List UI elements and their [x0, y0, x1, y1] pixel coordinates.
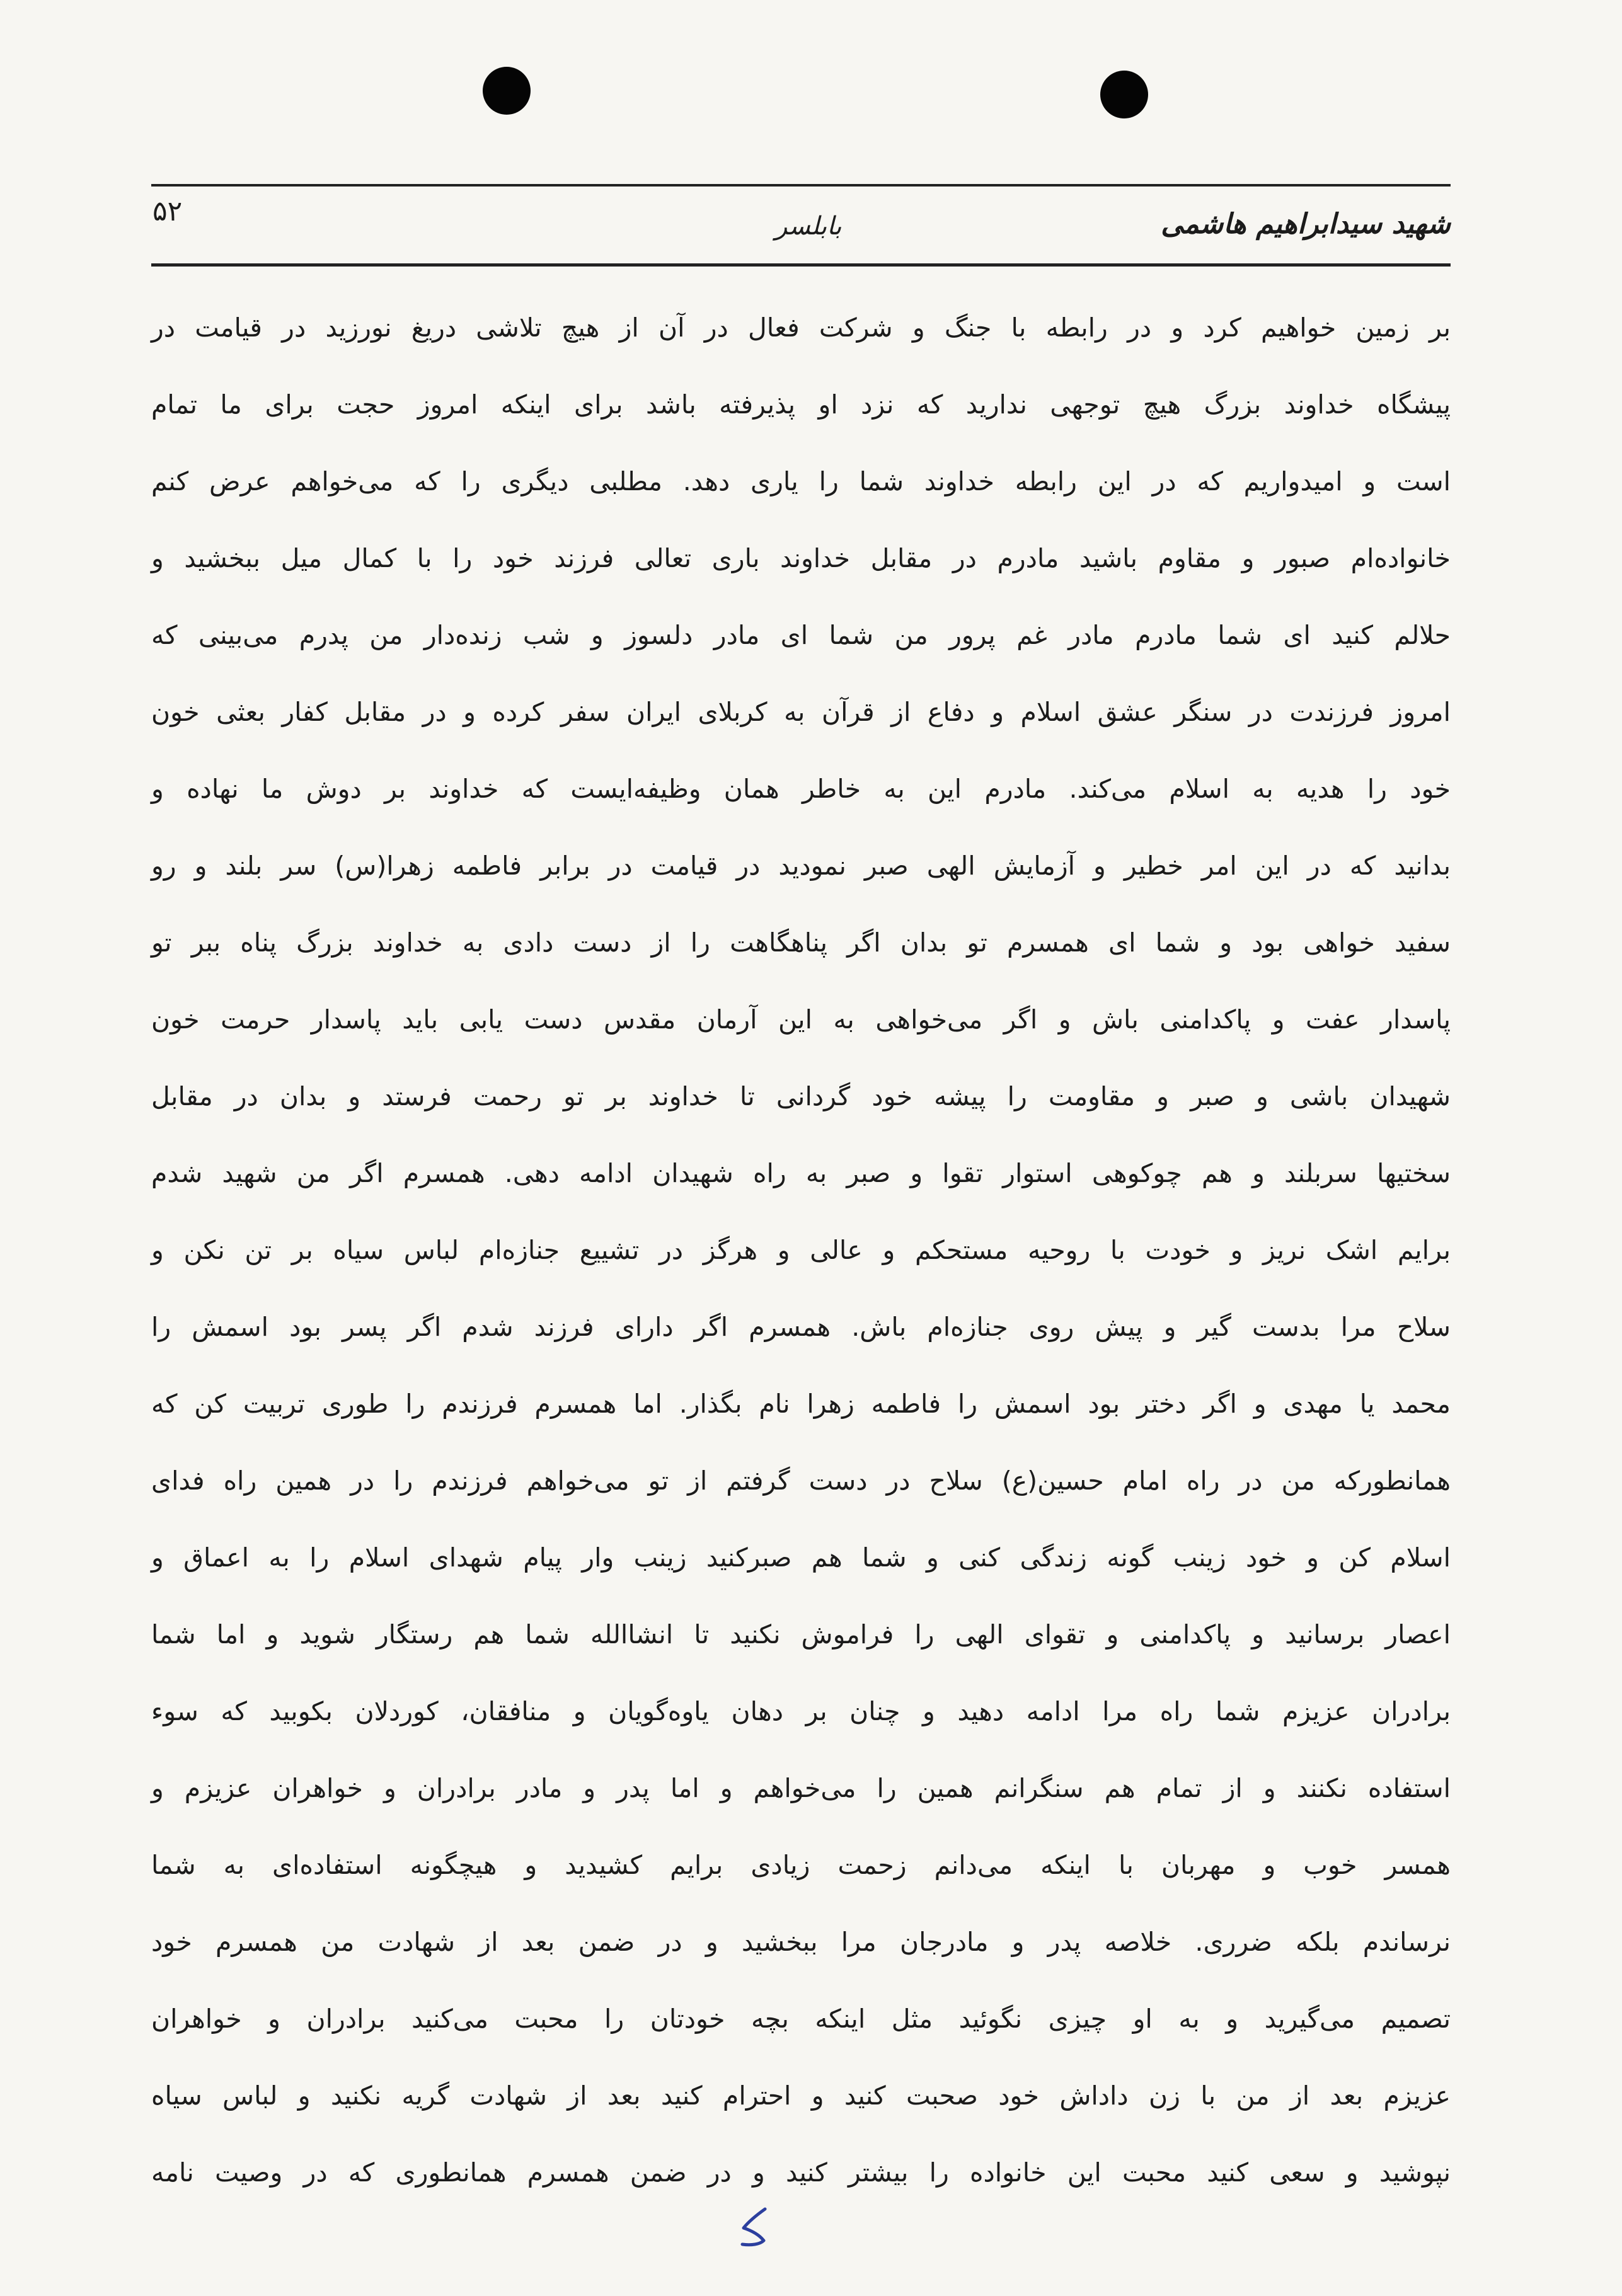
body-line: شهیدان باشی و صبر و مقاومت را پیشه خود گردانی تا خداوند بر تو رحمت فرستد و بدان در مقابل [151, 1081, 1451, 1111]
body-line: نرساندم بلکه ضرری. خلاصه پدر و مادرجان مرا ببخشید و در ضمن بعد از شهادت من همسرم خود [151, 1927, 1451, 1957]
body-line: سختیها سربلند و هم چوکوهی استوار تقوا و صبر به راه شهیدان ادامه دهی. همسرم اگر من شهید شدم [151, 1158, 1451, 1188]
page-number: ۵۲ [152, 195, 183, 227]
punch-hole-left [483, 67, 531, 115]
body-line: تصمیم می‌گیرید و به او چیزی نگوئید مثل اینکه بچه خودتان را محبت می‌کنید برادران و خواهران [151, 2004, 1451, 2034]
body-line: خانواده‌ام صبور و مقاوم باشید مادرم در مقابل خداوند باری تعالی فرزند خود را با کمال میل ببخشید و [151, 543, 1451, 573]
header-bottom-rule [151, 263, 1451, 267]
body-line: برادران عزیزم شما راه مرا ادامه دهید و چنان بر دهان یاوه‌گویان و منافقان، کوردلان بکوبید که سوء [151, 1696, 1451, 1726]
header-title: شهید سیدابراهیم هاشمی [1161, 208, 1451, 240]
body-text [151, 302, 1451, 2224]
body-line: خود را هدیه به اسلام می‌کند. مادرم این به خاطر همان وظیفه‌ایست که خداوند بر دوش ما نهاده و [151, 774, 1451, 804]
handwritten-mark [737, 2205, 775, 2249]
body-line: استفاده نکنند و از تمام هم سنگرانم همین را می‌خواهم و اما پدر و مادر برادران و خواهران عزیزم و [151, 1773, 1451, 1803]
body-line: پاسدار عفت و پاکدامنی باش و اگر می‌خواهی به این آرمان مقدس دست یابی باید پاسدار حرمت خون [151, 1004, 1451, 1035]
body-line: پیشگاه خداوند بزرگ هیچ توجهی ندارید که نزد او پذیرفته باشد برای اینکه امروز حجت برای ما تمام [151, 389, 1451, 420]
body-line: امروز فرزندت در سنگر عشق اسلام و دفاع از قرآن به کربلای ایران سفر کرده و در مقابل کفار بعثی خون [151, 697, 1451, 727]
body-line: است و امیدواریم که در این رابطه خداوند شما را یاری دهد. مطلبی دیگری را که می‌خواهم عرض کنم [151, 466, 1451, 497]
body-line: سفید خواهی بود و شما ای همسرم تو بدان اگر پناهگاهت را از دست دادی به خداوند بزرگ پناه ببر تو [151, 927, 1451, 958]
punch-hole-right [1100, 71, 1148, 118]
body-line: نپوشید و سعی کنید محبت این خانواده را بیشتر کنید و در ضمن همسرم همانطوری که در وصیت نامه [151, 2157, 1451, 2188]
page-header [151, 187, 1451, 263]
body-line: همانطورکه من در راه امام حسین(ع) سلاح در دست گرفتم از تو می‌خواهم فرزندم را در همین راه فدای [151, 1466, 1451, 1496]
body-line: سلاح مرا بدست گیر و پیش روی جنازه‌ام باش. همسرم اگر دارای فرزند شدم اگر پسر بود اسمش را [151, 1312, 1451, 1342]
body-line: بر زمین خواهیم کرد و در رابطه با جنگ و شرکت فعال در آن از هیچ تلاشی دریغ نورزید در قیامت در [151, 313, 1451, 343]
body-line: همسر خوب و مهربان با اینکه می‌دانم زحمت زیادی برایم کشیدید و هیچگونه استفاده‌ای به شما [151, 1850, 1451, 1880]
body-line: محمد یا مهدی و اگر دختر بود اسمش را فاطمه زهرا نام بگذار. اما همسرم فرزندم را طوری تربیت کن که [151, 1389, 1451, 1419]
body-line: اسلام کن و خود زینب گونه زندگی کنی و شما هم صبرکنید زینب وار پیام شهدای اسلام را به اعماق و [151, 1542, 1451, 1573]
body-line: برایم اشک نریز و خودت با روحیه مستحکم و عالی و هرگز در تشییع جنازه‌ام لباس سیاه بر تن نکن و [151, 1235, 1451, 1265]
body-line: حلالم کنید ای شما مادرم مادر غم پرور من شما ای مادر دلسوز و شب زنده‌دار من پدرم می‌بینی که [151, 620, 1451, 650]
body-line: عزیزم بعد از من با زن داداش خود صحبت کنید و احترام کنید بعد از شهادت گریه نکنید و لباس سیاه [151, 2081, 1451, 2111]
header-city: بابلسر [775, 212, 842, 241]
body-line: اعصار برسانید و پاکدامنی و تقوای الهی را فراموش نکنید تا انشاالله شما هم رستگار شوید و اما شما [151, 1619, 1451, 1650]
body-line: بدانید که در این امر خطیر و آزمایش الهی صبر نمودید در قیامت در برابر فاطمه زهرا(س) سر بلند و رو [151, 851, 1451, 881]
